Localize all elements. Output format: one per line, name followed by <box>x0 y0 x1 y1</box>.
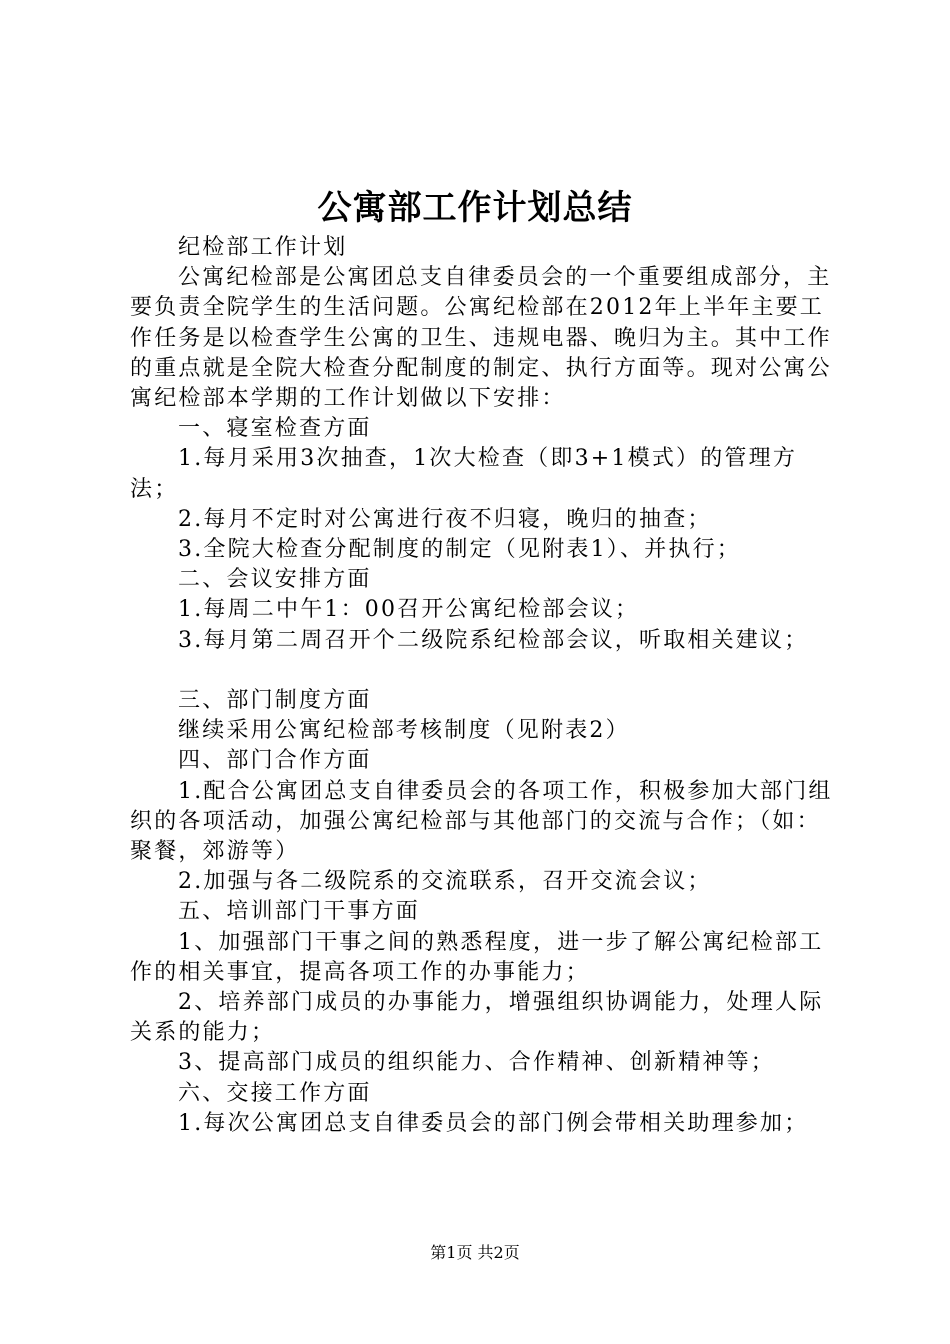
section-heading-cooperation: 四、部门合作方面 <box>178 748 372 774</box>
paragraph-item: 2、培养部门成员的办事能力，增强组织协调能力，处理人际关系的能力； <box>130 990 824 1046</box>
section-heading-training: 五、培训部门干事方面 <box>178 899 421 925</box>
page-number-footer: 第1页 共2页 <box>430 1243 520 1262</box>
document-body <box>130 233 842 1139</box>
blank-line <box>130 656 842 686</box>
paragraph-item: 2.加强与各二级院系的交流联系，召开交流会议； <box>178 869 712 895</box>
paragraph-intro: 公寓纪检部是公寓团总支自律委员会的一个重要组成部分，主要负责全院学生的生活问题。公寓纪检部在2012年上半年主要工作任务是以检查学生公寓的卫生、违规电器、晚归为主。其中工作的重点就是全院大检查分配制度的制定、执行方面等。现对公寓公寓纪检部本学期的工作计划做以下安排： <box>130 265 832 412</box>
section-heading-handover: 六、交接工作方面 <box>178 1080 372 1106</box>
paragraph-item: 1.配合公寓团总支自律委员会的各项工作，积极参加大部门组织的各项活动，加强公寓纪检部与其他部门的交流与合作；（如：聚餐，郊游等） <box>130 778 833 865</box>
section-heading-meetings: 二、会议安排方面 <box>178 567 372 593</box>
paragraph-item: 继续采用公寓纪检部考核制度（见附表2） <box>178 718 630 744</box>
paragraph-heading-plan: 纪检部工作计划 <box>178 235 348 260</box>
paragraph-item: 2.每月不定时对公寓进行夜不归寝，晚归的抽查； <box>178 506 712 532</box>
paragraph-item: 3.全院大检查分配制度的制定（见附表1）、并执行； <box>178 537 741 563</box>
paragraph-item: 1.每周二中午1：00召开公寓纪检部会议； <box>178 597 640 623</box>
document-title: 公寓部工作计划总结 <box>317 188 633 228</box>
paragraph-item: 1、加强部门干事之间的熟悉程度，进一步了解公寓纪检部工作的相关事宜，提高各项工作的办事能力； <box>130 929 824 985</box>
paragraph-item: 3、提高部门成员的组织能力、合作精神、创新精神等； <box>178 1050 775 1076</box>
section-heading-rules: 三、部门制度方面 <box>178 688 372 714</box>
section-heading-dorm-check: 一、寝室检查方面 <box>178 416 372 442</box>
paragraph-item: 1.每月采用3次抽查，1次大检查（即3+1模式）的管理方法； <box>130 446 798 502</box>
paragraph-item: 1.每次公寓团总支自律委员会的部门例会带相关助理参加； <box>178 1110 809 1136</box>
paragraph-item: 3.每月第二周召开个二级院系纪检部会议，听取相关建议； <box>178 627 809 653</box>
